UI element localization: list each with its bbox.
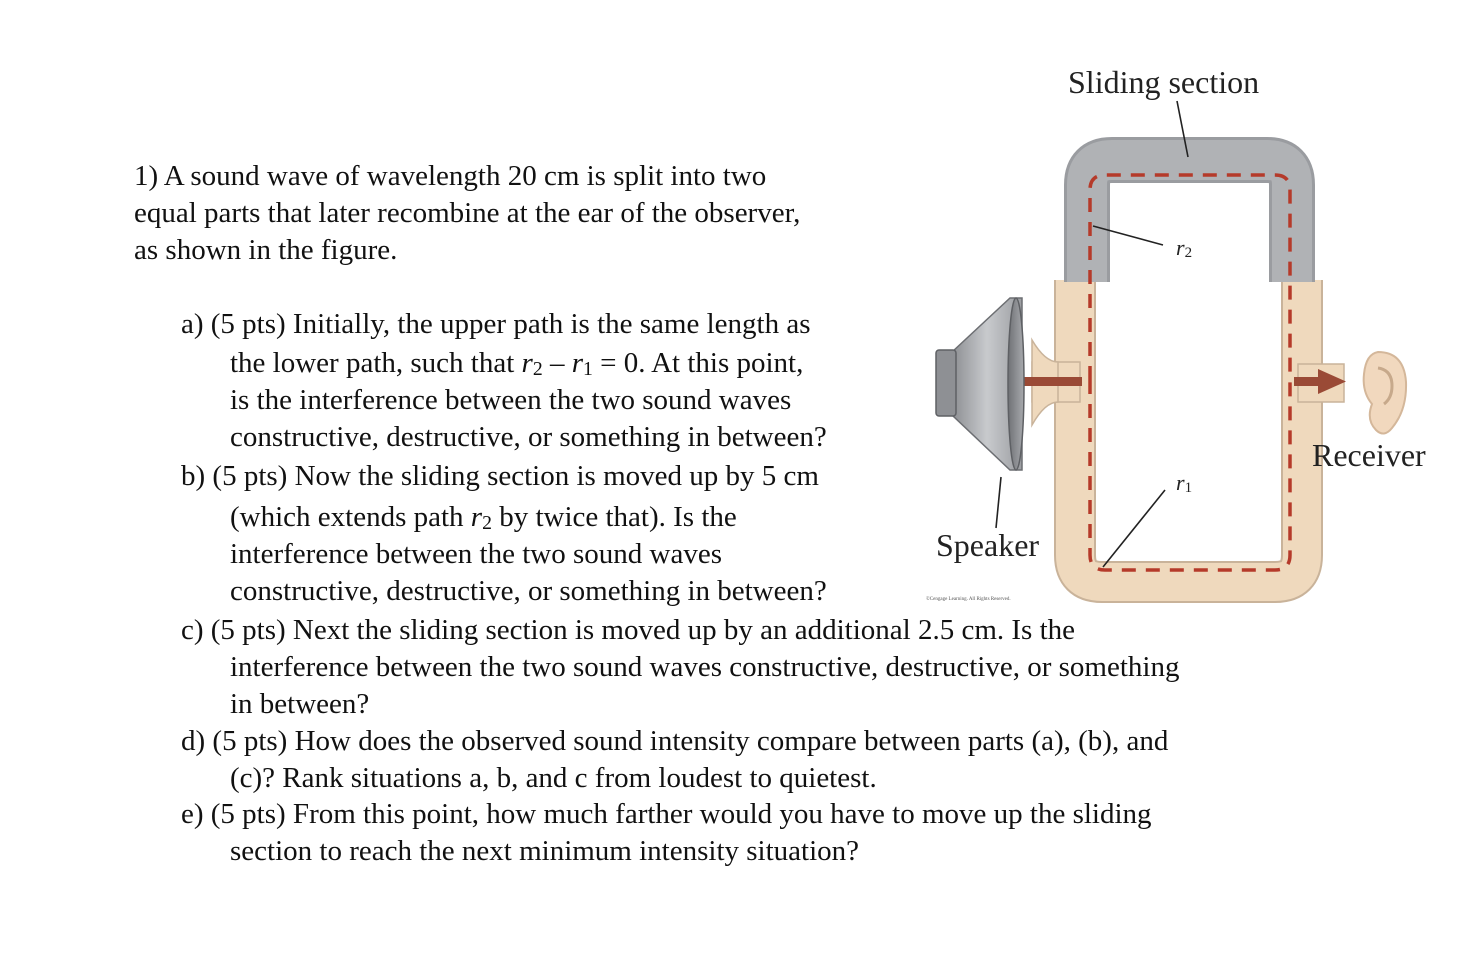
question-b-line-3: interference between the two sound waves (230, 538, 722, 570)
question-a-line-2-text: the lower path, such that (230, 347, 522, 379)
r2-symbol-sub: 2 (1184, 245, 1193, 262)
tube-fill (1075, 280, 1302, 582)
question-c-line-1: c) (5 pts) Next the sliding section is moved up by an additional 2.5 cm. Is the (181, 614, 1076, 646)
slider-fill (1087, 160, 1292, 282)
r1-symbol: r (1176, 470, 1185, 495)
symbol-r1: r (571, 347, 583, 379)
r1-leader-line (1103, 490, 1165, 567)
question-b-line-4: constructive, destructive, or something in between? (230, 575, 827, 607)
intro-line-3: as shown in the figure. (134, 234, 398, 266)
speaker-leader-line (996, 477, 1001, 528)
question-d-line-1: d) (5 pts) How does the observed sound intensity compare between parts (a), (b), and (181, 725, 1169, 757)
question-b-line-2-end: by twice that). Is the (491, 501, 737, 533)
symbol-r1-sub: 1 (582, 357, 593, 380)
upper-path-dashes (1090, 175, 1290, 380)
r2-label (1176, 235, 1192, 261)
tube-body (1032, 280, 1344, 582)
question-e-line-2: section to reach the next minimum intensity situation? (230, 835, 860, 867)
speaker-icon (936, 298, 1024, 470)
sliding-section-label: Sliding section (1068, 64, 1260, 100)
receiver-label: Receiver (1312, 437, 1426, 473)
symbol-r2-sub: 2 (482, 511, 492, 534)
question-a-line-2-end: = 0. At this point, (592, 347, 804, 379)
question-b-line-1: b) (5 pts) Now the sliding section is moved up by 5 cm (181, 460, 819, 492)
question-d-line-2: (c)? Rank situations a, b, and c from loudest to quietest. (230, 762, 877, 794)
speaker-label: Speaker (936, 527, 1040, 563)
symbol-r2: r (470, 501, 483, 533)
symbol-r2-sub: 2 (532, 357, 543, 380)
intro-line-2: equal parts that later recombine at the ear of the observer, (134, 197, 801, 229)
question-a-line-3: is the interference between the two sound waves (230, 384, 792, 416)
symbol-r2: r (521, 347, 533, 379)
r2-symbol: r (1176, 235, 1185, 260)
question-c-line-2: interference between the two sound waves constructive, destructive, or something (230, 651, 1180, 683)
ear-icon (1364, 352, 1406, 434)
r1-symbol-sub: 1 (1184, 480, 1193, 497)
intro-line-1: 1) A sound wave of wavelength 20 cm is split into two (134, 160, 767, 192)
output-arrow-shaft (1294, 377, 1320, 386)
sliding-section (1087, 160, 1292, 282)
input-arrow-shaft (1020, 377, 1082, 386)
copyright-credit: ©Cengage Learning. All Rights Reserved. (926, 597, 1011, 602)
tube-outline (1075, 280, 1302, 582)
question-c-line-3: in between? (230, 688, 370, 720)
r1-label (1176, 470, 1192, 496)
question-e-line-1: e) (5 pts) From this point, how much farther would you have to move up the sliding (181, 798, 1152, 830)
question-a-line-4: constructive, destructive, or something in between? (230, 421, 827, 453)
question-b-line-2-text: (which extends path (230, 501, 471, 533)
question-a-line-1: a) (5 pts) Initially, the upper path is the same length as (181, 308, 811, 340)
minus-sign: – (542, 347, 572, 379)
